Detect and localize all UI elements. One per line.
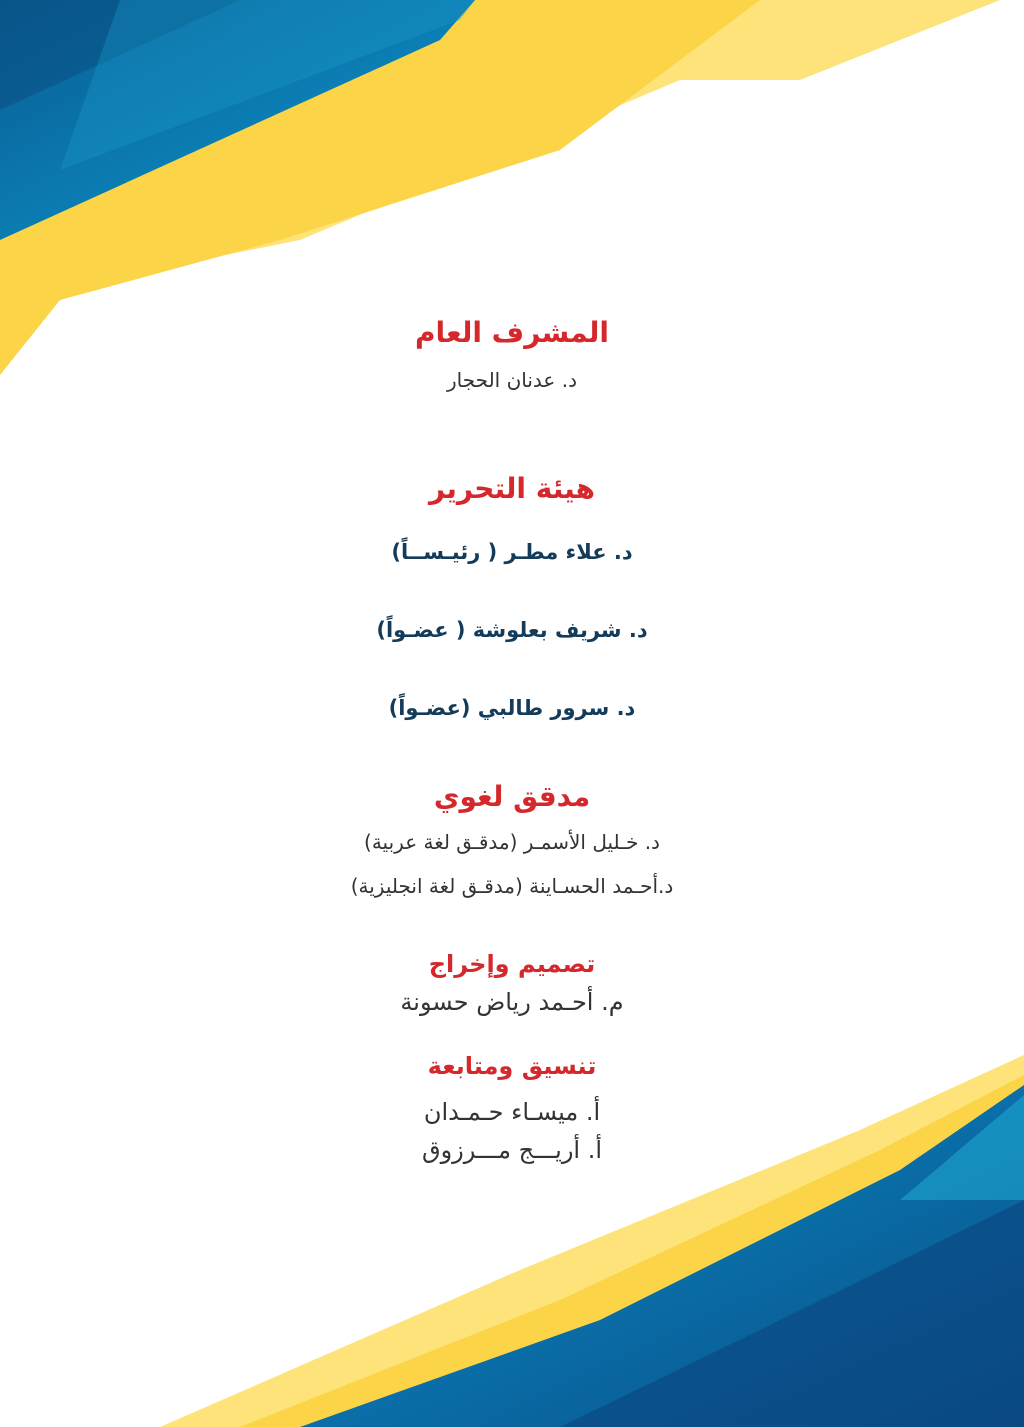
- coordination-heading: تنسيق ومتابعة: [427, 1052, 597, 1080]
- editorial-member-3: د. سرور طالبي (عضـواً): [388, 696, 636, 720]
- editorial-member-2: د. شريف بعلوشة ( عضـواً): [376, 618, 648, 642]
- proofreader-name-2: د.أحـمد الحسـاينة (مدقـق لغة انجليزية): [350, 874, 674, 898]
- design-name: م. أحـمد رياض حسونة: [400, 988, 624, 1016]
- editorial-board-heading: هيئة التحرير: [428, 472, 596, 505]
- proofreader-heading: مدقق لغوي: [433, 780, 591, 813]
- design-heading: تصميم وإخراج: [428, 950, 596, 978]
- supervisor-name: د. عدنان الحجار: [447, 368, 577, 392]
- proofreader-name-1: د. خـليل الأسمـر (مدقـق لغة عربية): [364, 830, 660, 854]
- coordination-name-2: أ. أريـــج مـــرزوق: [421, 1136, 603, 1164]
- supervisor-heading: المشرف العام: [414, 316, 610, 349]
- coordination-name-1: أ. ميسـاء حـمـدان: [423, 1098, 601, 1126]
- editorial-member-1: د. علاء مطـر ( رئيـســاً): [391, 540, 633, 564]
